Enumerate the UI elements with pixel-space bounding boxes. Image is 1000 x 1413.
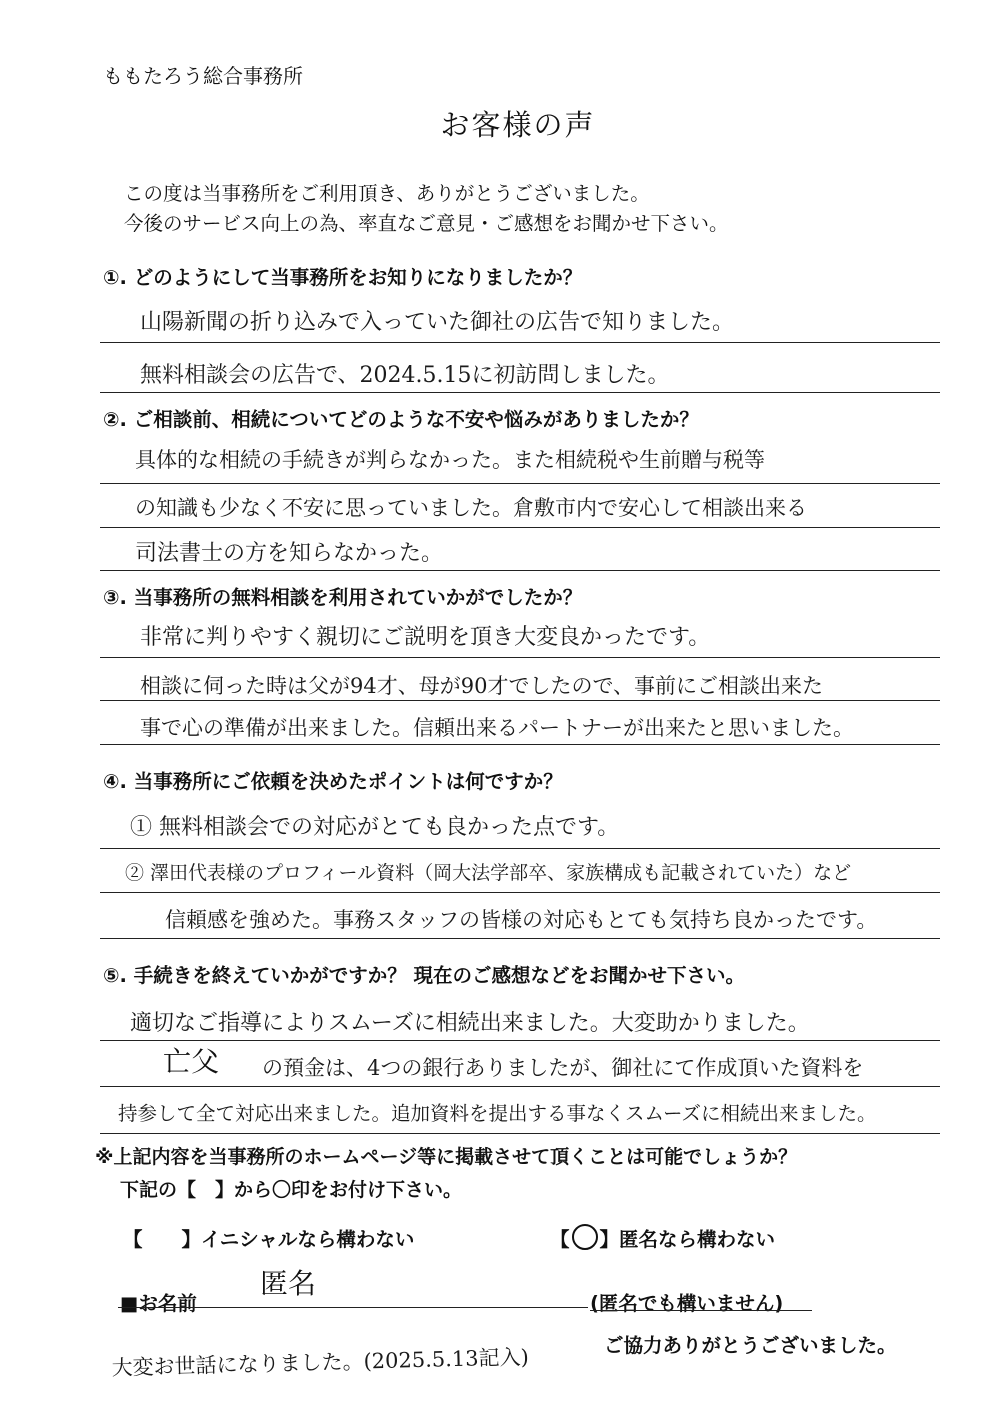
intro-line-1: この度は当事務所をご利用頂き、ありがとうございました。 bbox=[124, 182, 650, 205]
consent-instruction: 下記の【 】から〇印をお付け下さい。 bbox=[120, 1179, 463, 1201]
answer-5-line-2: の預金は、4つの銀行ありましたが、御社にて作成頂いた資料を bbox=[262, 1056, 864, 1080]
circle-mark bbox=[572, 1224, 598, 1250]
question-1: ①. どのようにして当事務所をお知りになりましたか？ bbox=[103, 266, 583, 289]
intro-line-2: 今後のサービス向上の為、率直なご意見・ご感想をお聞かせ下さい。 bbox=[124, 212, 729, 235]
answer-5-line-3: 持参して全て対応出来ました。追加資料を提出する事なくスムーズに相続出来ました。 bbox=[118, 1102, 877, 1125]
answer-rule bbox=[100, 657, 940, 658]
answer-rule bbox=[100, 744, 940, 745]
name-rule bbox=[118, 1307, 588, 1308]
answer-rule bbox=[100, 392, 940, 393]
answer-rule bbox=[100, 938, 940, 939]
answer-5-line-1: 適切なご指導によりスムーズに相続出来ました。大変助かりました。 bbox=[130, 1011, 810, 1036]
answer-3-line-2: 相談に伺った時は父が94才、母が90才でしたので、事前にご相談出来た bbox=[140, 674, 824, 698]
answer-4-line-3: 信頼感を強めた。事務スタッフの皆様の対応もとても気持ち良かったです。 bbox=[165, 908, 878, 932]
option-anonymous-close: 】匿名なら構わない bbox=[599, 1228, 776, 1251]
answer-2-line-3: 司法書士の方を知らなかった。 bbox=[135, 541, 444, 566]
answer-rule bbox=[100, 1133, 940, 1134]
question-4: ④. 当事務所にご依頼を決めたポイントは何ですか？ bbox=[103, 770, 563, 793]
consent-note: ※上記内容を当事務所のホームページ等に掲載させて頂くことは可能でしょうか？ bbox=[95, 1146, 798, 1168]
option-anonymous[interactable] bbox=[550, 1224, 775, 1252]
answer-4-line-1: ① 無料相談会での対応がとても良かった点です。 bbox=[130, 815, 620, 840]
answer-2-line-2: の知識も少なく不安に思っていました。倉敷市内で安心して相談出来る bbox=[135, 496, 807, 520]
answer-rule bbox=[100, 527, 940, 528]
answer-rule bbox=[100, 483, 940, 484]
question-3: ③. 当事務所の無料相談を利用されていかがでしたか？ bbox=[103, 586, 583, 609]
question-2: ②. ご相談前、相続についてどのような不安や悩みがありましたか？ bbox=[103, 408, 699, 431]
thanks-message: ご協力ありがとうございました。 bbox=[604, 1334, 897, 1357]
answer-5-printed-word: 亡父 bbox=[163, 1045, 220, 1078]
answer-rule bbox=[100, 848, 940, 849]
answer-2-line-1: 具体的な相続の手続きが判らなかった。また相続税や生前贈与税等 bbox=[135, 448, 765, 472]
office-name: ももたろう総合事務所 bbox=[103, 64, 303, 88]
answer-rule bbox=[100, 700, 940, 701]
answer-rule bbox=[100, 892, 940, 893]
hint-rule bbox=[590, 1310, 812, 1311]
answer-rule bbox=[100, 1086, 940, 1087]
answer-3-line-1: 非常に判りやすく親切にご説明を頂き大変良かったです。 bbox=[140, 625, 711, 650]
name-value: 匿名 bbox=[260, 1267, 317, 1300]
answer-1-line-2: 無料相談会の広告で、2024.5.15に初訪問しました。 bbox=[140, 363, 670, 388]
answer-rule bbox=[100, 342, 940, 343]
question-5: ⑤. 手続きを終えていかがですか？ 現在のご感想などをお聞かせ下さい。 bbox=[103, 964, 745, 987]
answer-4-line-2: ② 澤田代表様のプロフィール資料（岡大法学部卒、家族構成も記載されていた）など bbox=[125, 862, 852, 884]
name-hint: (匿名でも構いません) bbox=[590, 1292, 784, 1315]
option-initial[interactable]: 【 】イニシャルなら構わない bbox=[123, 1228, 415, 1251]
page-title: お客様の声 bbox=[440, 108, 596, 142]
answer-rule bbox=[100, 1040, 940, 1041]
closing-note: 大変お世話になりました。(2025.5.13記入) bbox=[111, 1345, 530, 1381]
answer-3-line-3: 事で心の準備が出来ました。信頼出来るパートナーが出来たと思いました。 bbox=[140, 716, 854, 740]
answer-1-line-1: 山陽新聞の折り込みで入っていた御社の広告で知りました。 bbox=[140, 310, 735, 335]
name-label: ■お名前 bbox=[120, 1292, 197, 1315]
option-anonymous-open: 【 bbox=[550, 1228, 570, 1251]
answer-rule bbox=[100, 570, 940, 571]
